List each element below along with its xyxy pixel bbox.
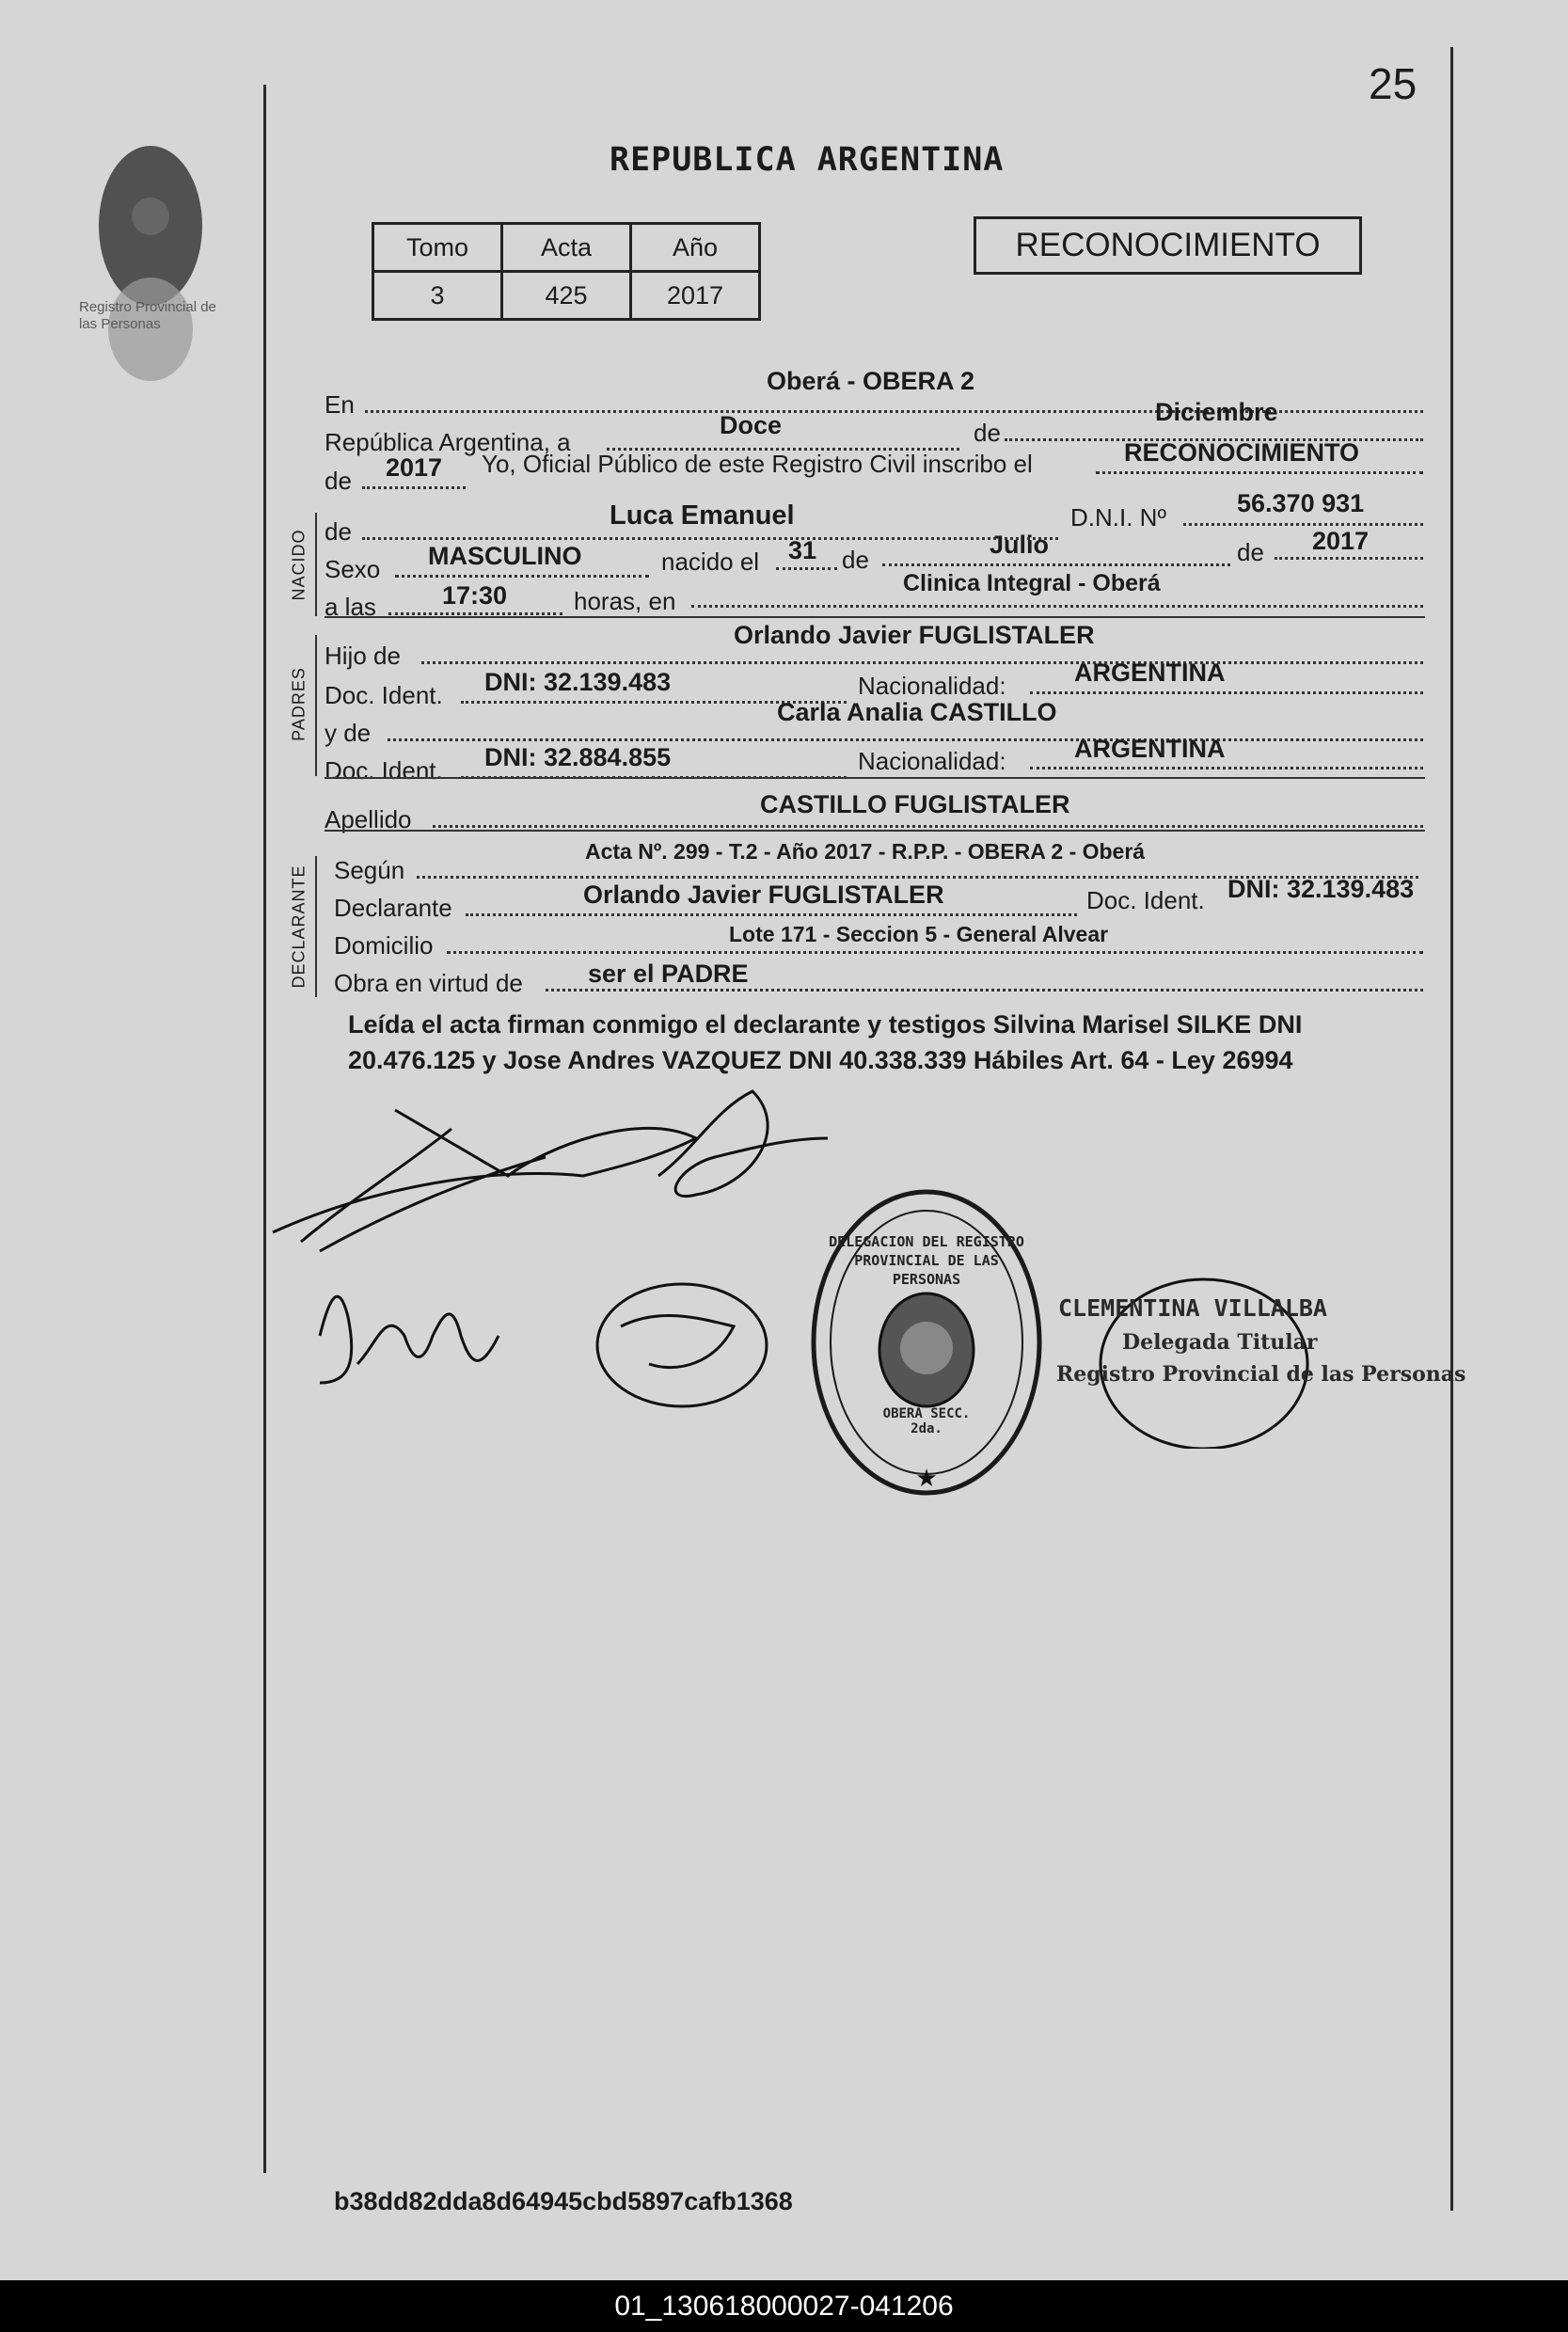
- label-declarante: Declarante: [334, 894, 452, 922]
- dots-name: [362, 537, 1058, 540]
- value-dni: 56.370 931: [1237, 489, 1365, 517]
- act-type-box: RECONOCIMIENTO: [974, 216, 1362, 275]
- value-place: Oberá - OBERA 2: [767, 367, 975, 395]
- value-birth-place: Clinica Integral - Oberá: [903, 570, 1161, 596]
- dots-mother: [388, 738, 1423, 741]
- dots-bday: [776, 567, 837, 570]
- value-day: Doce: [720, 411, 783, 439]
- signature-declarant: [273, 1110, 696, 1251]
- section-declarante: DECLARANTE: [289, 865, 309, 989]
- left-stamp-text: Registro Provincial de las Personas: [79, 299, 216, 332]
- value-segun: Acta Nº. 299 - T.2 - Año 2017 - R.P.P. - OBERA 2 - Oberá: [585, 839, 1146, 864]
- label-domicilio: Domicilio: [334, 931, 434, 960]
- value-birth-month: Julio: [990, 531, 1050, 559]
- section-bar-declarante: [315, 856, 317, 997]
- value-name: Luca Emanuel: [610, 500, 795, 531]
- val-tomo: 3: [373, 272, 502, 320]
- stamp-text: DELEGACION DEL REGISTRO PROVINCIAL DE LAS PERSONAS: [829, 1233, 1024, 1288]
- value-mother: Carla Analia CASTILLO: [777, 698, 1057, 726]
- col-acta: Acta: [502, 224, 631, 272]
- label-nac2: Nacionalidad:: [858, 747, 1006, 775]
- col-ano: Año: [631, 224, 760, 272]
- value-father-doc: DNI: 32.139.483: [484, 668, 672, 696]
- footer-id: 01_130618000027-041206: [0, 2280, 1568, 2332]
- label-nacido: nacido el: [661, 547, 760, 576]
- section-nacido: NACIDO: [289, 529, 309, 601]
- label-horas: horas, en: [574, 587, 676, 615]
- label-y-de: y de: [325, 719, 372, 747]
- value-father: Orlando Javier FUGLISTALER: [734, 621, 1095, 649]
- svg-text:★: ★: [915, 1465, 938, 1493]
- val-ano: 2017: [631, 272, 760, 320]
- value-father-nat: ARGENTINA: [1074, 658, 1226, 687]
- label-dni: D.N.I. Nº: [1070, 503, 1166, 531]
- closing-statement: Leída el acta firman conmigo el declarante y testigos Silvina Marisel SILKE DNI 20.476.125 y Jose Andres VAZQUEZ DNI 40.338.339 Hábiles Art. 64 - Ley 26994: [348, 1010, 1303, 1074]
- label-segun: Según: [334, 856, 405, 884]
- label-apellido: Apellido: [325, 805, 412, 833]
- dots-father: [421, 661, 1423, 664]
- divider-1: [325, 616, 1425, 618]
- val-acta: 425: [502, 272, 631, 320]
- label-de-nombre: de: [325, 517, 352, 546]
- right-margin-line: [1450, 47, 1453, 2211]
- dots-type: [1096, 471, 1423, 474]
- label-nac1: Nacionalidad:: [858, 672, 1006, 700]
- dots-declarant: [466, 913, 1077, 916]
- left-margin-stamp: [85, 141, 216, 405]
- dots-bplace: [691, 605, 1423, 608]
- official-stamp: [804, 1181, 1049, 1505]
- label-hijo-de: Hijo de: [325, 642, 401, 670]
- dots-sex: [395, 575, 649, 578]
- signature-witness-2: [320, 1296, 499, 1383]
- value-birth-time: 17:30: [442, 581, 508, 610]
- label-doc1: Doc. Ident.: [325, 681, 443, 709]
- section-padres: PADRES: [289, 667, 309, 741]
- value-address: Lote 171 - Seccion 5 - General Alvear: [729, 922, 1109, 946]
- value-year: 2017: [386, 453, 443, 482]
- signature-witness-3: [597, 1284, 767, 1406]
- document-title: REPUBLICA ARGENTINA: [610, 141, 1005, 179]
- official-title: Delegada Titular: [1122, 1330, 1318, 1355]
- section-bar-nacido: [315, 513, 317, 616]
- value-mother-doc: DNI: 32.884.855: [484, 743, 672, 771]
- document-hash: b38dd82dda8d64945cbd5897cafb1368: [334, 2187, 793, 2215]
- dots-fnat: [1030, 691, 1423, 694]
- official-office: Registro Provincial de las Personas: [1056, 1362, 1466, 1387]
- dots-mnat: [1030, 767, 1423, 769]
- value-sex: MASCULINO: [428, 542, 582, 570]
- col-tomo: Tomo: [373, 224, 502, 272]
- label-de3: de: [842, 546, 869, 574]
- divider-3: [325, 830, 1425, 832]
- value-type: RECONOCIMIENTO: [1124, 438, 1360, 467]
- label-obra: Obra en virtud de: [334, 969, 523, 997]
- dots-time: [388, 612, 562, 615]
- label-sexo: Sexo: [325, 555, 381, 583]
- value-declarant: Orlando Javier FUGLISTALER: [583, 880, 944, 909]
- label-de4: de: [1237, 538, 1264, 566]
- divider-2: [325, 777, 1425, 779]
- value-mother-nat: ARGENTINA: [1074, 735, 1226, 763]
- label-doc3: Doc. Ident.: [1086, 886, 1205, 914]
- value-birth-day: 31: [788, 536, 817, 564]
- stamp-inner-text: OBERA SECC. 2da.: [882, 1406, 971, 1436]
- label-de: de: [974, 419, 1001, 447]
- value-birth-year: 2017: [1312, 527, 1370, 555]
- official-name: CLEMENTINA VILLALBA: [1058, 1294, 1327, 1322]
- value-surname: CASTILLO FUGLISTALER: [760, 790, 1070, 818]
- label-de2: de: [325, 467, 352, 495]
- dots-capacity: [546, 989, 1423, 991]
- dots-bmonth: [882, 563, 1230, 566]
- value-declarant-doc: DNI: 32.139.483: [1227, 875, 1415, 903]
- label-doc2: Doc. Ident.: [325, 756, 443, 785]
- dots-dni: [1183, 523, 1423, 526]
- label-a-las: a las: [325, 593, 376, 621]
- section-bar-padres: [315, 635, 317, 776]
- dots-byear: [1275, 557, 1423, 560]
- dots-surname: [433, 825, 1423, 828]
- label-en: En: [325, 390, 355, 419]
- label-republica: República Argentina, a: [325, 428, 571, 456]
- reference-table: [372, 222, 761, 321]
- label-oficial: Yo, Oficial Público de este Registro Civil inscribo el: [482, 450, 1033, 478]
- dots-address: [447, 951, 1423, 954]
- value-month: Diciembre: [1155, 398, 1278, 426]
- value-capacity: ser el PADRE: [588, 960, 749, 988]
- page-number: 25: [1369, 59, 1418, 108]
- dots-year: [362, 486, 466, 489]
